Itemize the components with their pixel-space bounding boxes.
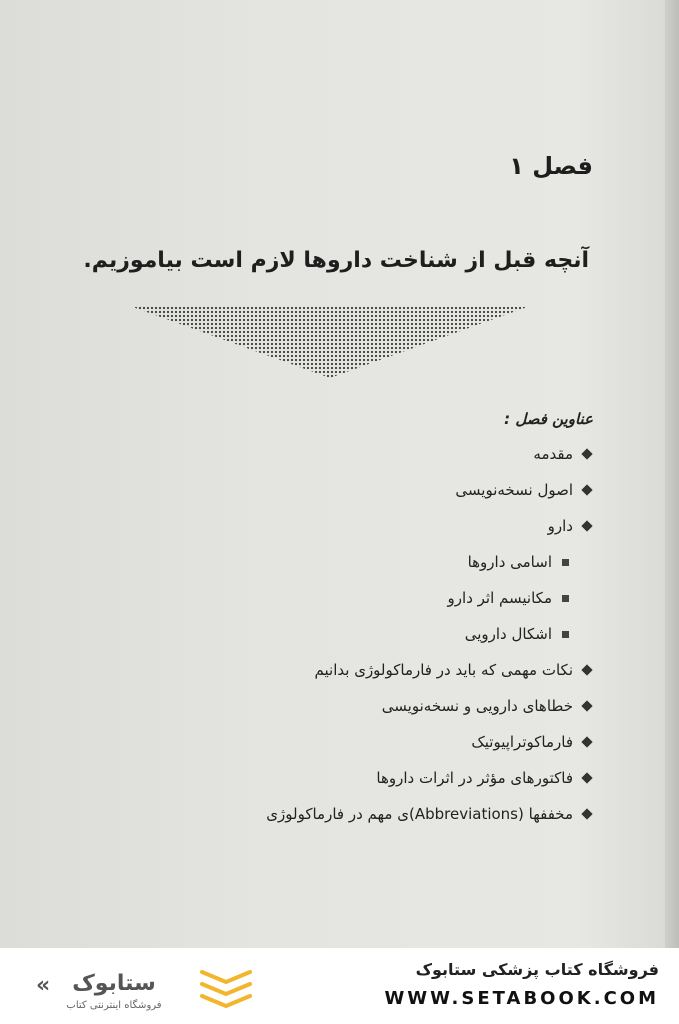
chapter-title: فصل ۱ — [509, 152, 593, 180]
setabook-logo — [22, 964, 262, 1012]
diamond-bullet-icon — [581, 664, 592, 675]
store-url[interactable]: WWW.SETABOOK.COM — [384, 988, 659, 1009]
toc-item — [123, 760, 593, 796]
toc-item-label: مکانیسم اثر دارو — [447, 589, 552, 607]
toc-item — [123, 652, 593, 688]
toc-item-label: خطاهای دارویی و نسخه‌نویسی — [381, 697, 573, 715]
chapter-contents — [123, 410, 593, 832]
diamond-bullet-icon — [581, 736, 592, 747]
toc-item — [123, 544, 593, 580]
diamond-bullet-icon — [581, 484, 592, 495]
diamond-bullet-icon — [581, 808, 592, 819]
diamond-bullet-icon — [581, 772, 592, 783]
toc-item-label: اشکال دارویی — [464, 625, 552, 643]
toc-item — [123, 508, 593, 544]
store-footer — [0, 948, 679, 1024]
logo-tagline: فروشگاه اینترنتی کتاب — [66, 1000, 162, 1011]
toc-heading: عناوین فصل : — [504, 410, 593, 428]
square-bullet-icon — [562, 631, 569, 638]
toc-item-label: فارماکوتراپیوتیک — [471, 733, 573, 751]
square-bullet-icon — [562, 595, 569, 602]
toc-item — [123, 616, 593, 652]
chapter-headline: آنچه قبل از شناخت داروها لازم است بیاموزیم. — [83, 248, 589, 273]
toc-list — [123, 436, 593, 832]
store-name: فروشگاه کتاب پزشکی ستابوک — [415, 960, 659, 979]
toc-item-label: دارو — [547, 517, 573, 535]
square-bullet-icon — [562, 559, 569, 566]
toc-item-label: مخففها (Abbreviations)ی مهم در فارماکولوژی — [266, 805, 573, 823]
decorative-wedge — [130, 302, 530, 382]
toc-item — [123, 472, 593, 508]
diamond-bullet-icon — [581, 448, 592, 459]
toc-item-label: اصول نسخه‌نویسی — [455, 481, 573, 499]
toc-item-label: مقدمه — [533, 445, 573, 463]
chevrons-icon: « — [36, 973, 51, 998]
diamond-bullet-icon — [581, 520, 592, 531]
page-edge — [665, 0, 679, 948]
toc-item — [123, 724, 593, 760]
toc-item — [123, 436, 593, 472]
diamond-bullet-icon — [581, 700, 592, 711]
toc-item-label: اسامی داروها — [467, 553, 552, 571]
toc-item-label: فاکتورهای مؤثر در اثرات داروها — [376, 769, 573, 787]
logo-wordmark: ستابوک — [72, 971, 156, 996]
toc-item — [123, 580, 593, 616]
toc-item — [123, 796, 593, 832]
toc-item — [123, 688, 593, 724]
toc-item-label: نکات مهمی که باید در فارماکولوژی بدانیم — [314, 661, 573, 679]
